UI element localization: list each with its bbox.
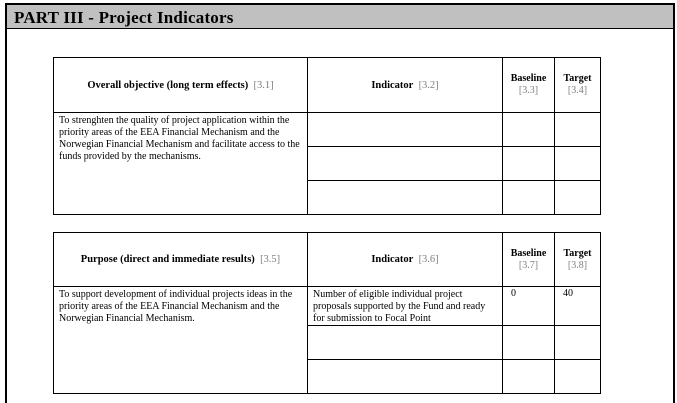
page-title: PART III - Project Indicators	[14, 8, 234, 27]
target-header: Target [3.8]	[555, 233, 601, 287]
purpose-header: Purpose (direct and immediate results) [3.5]	[54, 233, 308, 287]
target-cell: 40	[555, 287, 601, 326]
objective-header: Overall objective (long term effects) [3.1]	[54, 58, 308, 113]
target-header: Target [3.4]	[555, 58, 601, 113]
indicator-cell: Number of eligible individual project proposals supported by the Fund and ready for submission to Focal Point	[308, 287, 503, 326]
table-row	[54, 287, 601, 326]
purpose-description: To support development of individual projects ideas in the priority areas of the EEA Financial Mechanism and the Norwegian Financial Mechanism.	[54, 287, 308, 394]
objective-description: To strenghten the quality of project application within the priority areas of the EEA Financial Mechanism and the Norwegian Financial Mechanism and facilitate access to the funds provided by the mechanisms.	[54, 113, 308, 215]
indicator-cell	[308, 326, 503, 360]
indicator-header: Indicator [3.6]	[308, 233, 503, 287]
baseline-cell	[503, 147, 555, 181]
target-cell	[555, 147, 601, 181]
table-row	[54, 113, 601, 147]
table-header-row	[54, 58, 601, 113]
indicator-header: Indicator [3.2]	[308, 58, 503, 113]
table-header-row	[54, 233, 601, 287]
indicator-cell	[308, 360, 503, 394]
target-cell	[555, 326, 601, 360]
baseline-cell	[503, 326, 555, 360]
indicator-cell	[308, 113, 503, 147]
indicator-cell	[308, 147, 503, 181]
baseline-cell	[503, 360, 555, 394]
baseline-header: Baseline [3.7]	[503, 233, 555, 287]
target-cell	[555, 113, 601, 147]
target-cell	[555, 360, 601, 394]
baseline-cell: 0	[503, 287, 555, 326]
baseline-header: Baseline [3.3]	[503, 58, 555, 113]
baseline-cell	[503, 181, 555, 215]
objective-table	[53, 57, 601, 215]
target-cell	[555, 181, 601, 215]
indicator-cell	[308, 181, 503, 215]
purpose-table	[53, 232, 601, 394]
baseline-cell	[503, 113, 555, 147]
section-header	[7, 5, 673, 29]
